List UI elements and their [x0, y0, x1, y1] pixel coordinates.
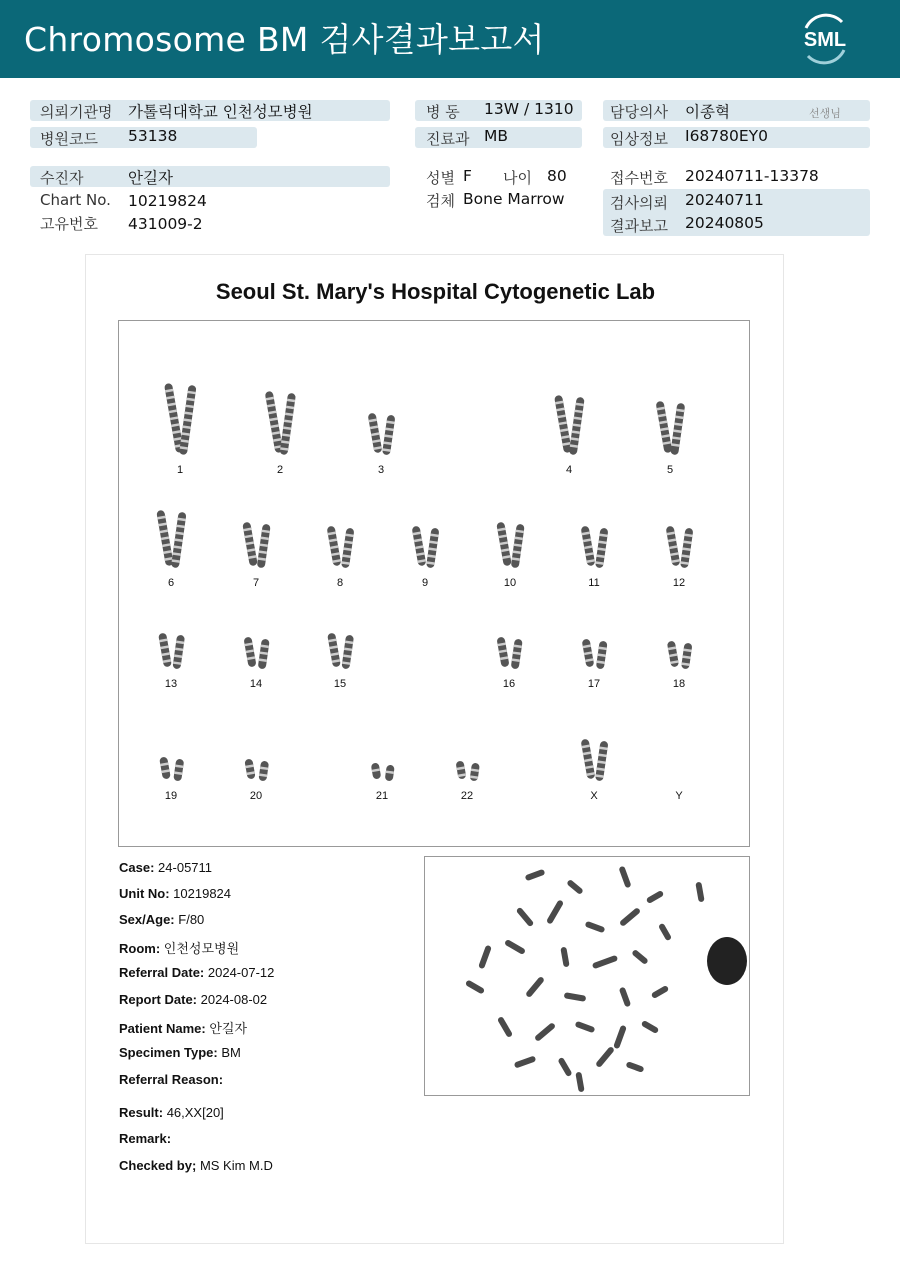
chromosome-pair-17: [582, 639, 608, 670]
chromosome-pair-14: [243, 637, 269, 670]
chromosome-pair-1: [164, 383, 197, 455]
referral-reason-line: [119, 1072, 223, 1087]
patient-value: 안길자: [128, 169, 173, 187]
chromosome-pair-16: [496, 637, 522, 670]
unit-value: 10219824: [173, 886, 232, 901]
department-label: 진료과: [426, 130, 470, 148]
metaphase-chromosome: [564, 992, 587, 1002]
metaphase-chromosome: [658, 923, 672, 942]
case-value: 24-05711: [158, 860, 213, 875]
metaphase-chromosome: [478, 945, 492, 970]
referral-reason-label: Referral Reason:: [119, 1072, 224, 1087]
clinical-info-value: I68780EY0: [685, 127, 769, 145]
metaphase-chromosome: [575, 1021, 596, 1033]
metaphase-chromosome: [557, 1057, 572, 1077]
age-value: 80: [547, 167, 567, 185]
metaphase-chromosome: [546, 899, 564, 925]
report-date-value: 20240805: [685, 214, 764, 232]
unique-no-value: 431009-2: [128, 215, 203, 233]
room-line: [119, 938, 239, 957]
chromosome-label-18: 18: [672, 678, 686, 690]
metaphase-chromosome: [560, 947, 569, 968]
metaphase-chromosome: [631, 949, 649, 965]
metaphase-chromosome: [585, 921, 606, 933]
metaphase-spread: [425, 857, 749, 1095]
chromosome-label-16: 16: [502, 678, 516, 690]
specimen-value: Bone Marrow: [463, 190, 565, 208]
checked-label: Checked by;: [119, 1158, 197, 1173]
case-line: [119, 860, 212, 875]
chromosome-pair-20: [244, 758, 269, 781]
sexage-value: F/80: [178, 912, 205, 927]
report-date-line: [119, 992, 267, 1007]
metaphase-chromosome: [619, 987, 631, 1008]
hospital-code-value: 53138: [128, 127, 178, 145]
result-value: 46,XX[20]: [166, 1105, 224, 1120]
metaphase-chromosome: [626, 1061, 645, 1073]
chromosome-pair-6: [156, 510, 186, 569]
chromosome-pair-18: [667, 641, 693, 670]
request-date-label: 검사의뢰: [610, 194, 668, 212]
metaphase-chromosome: [618, 866, 631, 889]
chromosome-label-14: 14: [249, 678, 263, 690]
chromosome-pair-2: [265, 391, 296, 455]
chromosome-label-20: 20: [249, 790, 263, 802]
hospital-code-label: 병원코드: [40, 130, 98, 148]
remark-label: Remark:: [119, 1131, 172, 1146]
metaphase-chromosome: [575, 1072, 584, 1093]
accession-value: 20240711-13378: [685, 167, 819, 185]
chromosome-pair-12: [666, 526, 694, 569]
chromosome-label-19: 19: [164, 790, 178, 802]
unique-no-label: 고유번호: [40, 215, 98, 233]
metaphase-chromosome: [595, 1046, 615, 1068]
chromosome-pair-21: [371, 762, 395, 781]
report-date-value-2: 2024-08-02: [200, 992, 268, 1007]
unit-line: [119, 886, 231, 901]
chart-no-label: Chart No.: [40, 191, 111, 209]
ward-label: 병 동: [426, 103, 460, 121]
specimen-label: 검체: [426, 192, 455, 210]
chromosome-label-1: 1: [176, 464, 184, 476]
chromosome-label-3: 3: [377, 464, 385, 476]
chromosome-label-6: 6: [167, 577, 175, 589]
chromosome-pair-15: [327, 633, 354, 670]
chromosome-label-11: 11: [588, 577, 600, 589]
chromosome-label-5: 5: [666, 464, 674, 476]
room-value: 인천성모병원: [163, 941, 240, 956]
metaphase-chromosome: [592, 955, 618, 970]
referral-date-label: Referral Date:: [119, 965, 205, 980]
sexage-line: [119, 912, 204, 927]
remark-line: [119, 1131, 171, 1146]
chromosome-pair-5: [656, 401, 686, 456]
sex-value: F: [463, 167, 472, 185]
patient-row-bg: [30, 166, 390, 187]
specimen-type-line: [119, 1045, 241, 1060]
department-value: MB: [484, 127, 509, 145]
metaphase-chromosome: [651, 985, 670, 999]
chromosome-pair-3: [368, 413, 396, 456]
accession-label: 접수번호: [610, 169, 668, 187]
chromosome-pair-13: [158, 633, 185, 670]
metaphase-chromosome: [525, 976, 545, 998]
chromosome-pair-4: [554, 395, 585, 456]
report-header: [0, 0, 900, 78]
checked-value: MS Kim M.D: [199, 1158, 273, 1173]
referral-date-value: 2024-07-12: [207, 965, 275, 980]
chromosome-label-12: 12: [672, 577, 686, 589]
metaphase-chromosome: [497, 1016, 513, 1038]
chart-no-value: 10219824: [128, 192, 207, 210]
header-title: Chromosome BM 검사결과보고서: [24, 20, 545, 59]
metaphase-chromosome: [504, 939, 526, 955]
metaphase-chromosome: [534, 1022, 556, 1042]
metaphase-chromosome: [465, 979, 485, 994]
unit-label: Unit No:: [119, 886, 170, 901]
sex-label: 성별: [426, 169, 455, 187]
patient-label: 수진자: [40, 169, 84, 187]
svg-text:SML: SML: [803, 29, 847, 51]
chromosome-pair-19: [159, 756, 184, 781]
result-line: [119, 1105, 224, 1120]
metaphase-chromosome: [525, 869, 546, 881]
metaphase-chromosome: [641, 1020, 660, 1034]
report-date-label: 결과보고: [610, 217, 668, 235]
chromosome-pair-X: [581, 739, 609, 782]
doctor-value: 이종혁: [685, 103, 730, 121]
ward-value: 13W / 1310: [484, 100, 574, 118]
chromosome-pair-7: [242, 522, 271, 569]
chromosome-pair-9: [412, 526, 440, 569]
metaphase-chromosome: [516, 907, 535, 928]
report-date-label-2: Report Date:: [119, 992, 198, 1007]
sml-logo: [796, 12, 854, 66]
chromosome-label-22: 22: [460, 790, 474, 802]
patient-name-label: Patient Name:: [119, 1021, 206, 1036]
sexage-label: Sex/Age:: [119, 912, 175, 927]
result-label: Result:: [119, 1105, 164, 1120]
chromosome-label-9: 9: [421, 577, 429, 589]
metaphase-chromosome: [695, 882, 704, 903]
chromosome-label-7: 7: [252, 577, 260, 589]
chromosome-label-8: 8: [336, 577, 344, 589]
chromosome-label-10: 10: [503, 577, 517, 589]
specimen-type-label: Specimen Type:: [119, 1045, 218, 1060]
patient-name-line: [119, 1018, 247, 1037]
metaphase-chromosome: [514, 1055, 537, 1068]
chromosome-label-17: 17: [587, 678, 601, 690]
institution-value: 가톨릭대학교 인천성모병원: [128, 103, 313, 121]
clinical-info-label: 임상정보: [610, 130, 668, 148]
doctor-label: 담당의사: [610, 103, 668, 121]
chromosome-label-Y: Y: [675, 790, 683, 802]
institution-label: 의뢰기관명: [40, 103, 113, 121]
chromosome-pair-8: [327, 526, 355, 569]
interphase-nucleus: [707, 937, 747, 985]
chromosome-label-4: 4: [565, 464, 573, 476]
specimen-type-value: BM: [221, 1045, 241, 1060]
metaphase-chromosome: [619, 907, 641, 927]
chromosome-label-X: X: [590, 790, 598, 802]
chromosome-label-15: 15: [333, 678, 347, 690]
request-date-value: 20240711: [685, 191, 764, 209]
case-label: Case:: [119, 860, 155, 875]
metaphase-chromosome: [566, 879, 584, 895]
checked-line: [119, 1158, 273, 1173]
referral-date-line: [119, 965, 274, 980]
metaphase-chromosome: [613, 1025, 627, 1050]
chromosome-pair-22: [455, 760, 479, 781]
metaphase-image: [424, 856, 750, 1096]
chromosome-pair-11: [581, 526, 609, 569]
patient-name-value: 안길자: [209, 1021, 248, 1036]
chromosome-label-21: 21: [375, 790, 389, 802]
chromosome-pair-10: [496, 522, 525, 569]
chromosome-label-13: 13: [164, 678, 178, 690]
lab-title: Seoul St. Mary's Hospital Cytogenetic Lab: [215, 279, 656, 304]
chromosome-label-2: 2: [276, 464, 284, 476]
room-label: Room:: [119, 941, 161, 956]
age-label: 나이: [503, 169, 532, 187]
metaphase-chromosome: [646, 890, 665, 904]
doctor-suffix: 선생님: [809, 107, 841, 120]
